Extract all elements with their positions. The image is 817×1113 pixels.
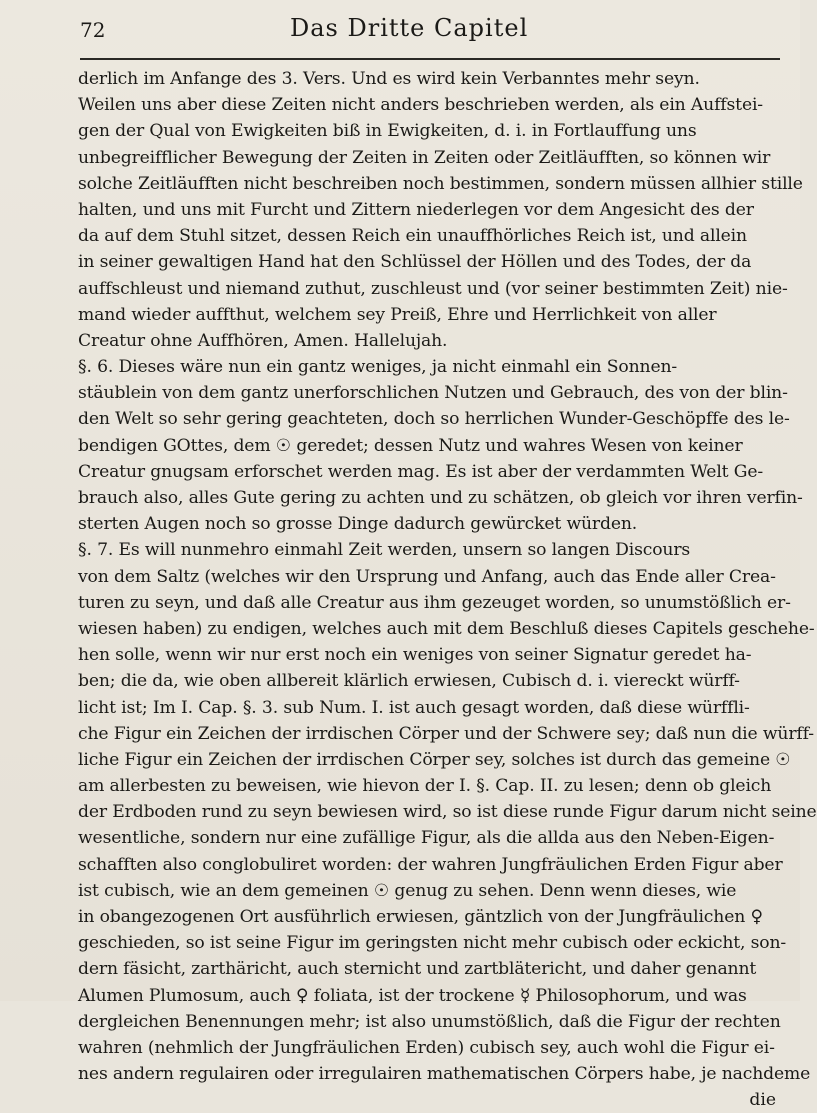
- text-line: ist cubisch, wie an dem gemeinen ☉ genug zu sehen. Denn wenn dieses, wie: [78, 880, 737, 901]
- body-text: [78, 66, 817, 1111]
- text-line: hen solle, wenn wir nur erst noch ein weniges von seiner Signatur geredet ha-: [78, 645, 752, 666]
- text-line: turen zu seyn, und daß alle Creatur aus ihm gezeuget worden, so unumstößlich er-: [78, 592, 791, 613]
- text-line: solche Zeitläufften nicht beschreiben noch bestimmen, sondern müssen allhier stille: [78, 173, 803, 194]
- text-line: Alumen Plumosum, auch ♀ foliata, ist der trockene ☿ Philosophorum, und was: [78, 985, 747, 1006]
- text-line: mand wieder auffthut, welchem sey Preiß, Ehre und Herrlichkeit von aller: [78, 304, 717, 325]
- text-line: bendigen GOttes, dem ☉ geredet; dessen Nutz und wahres Wesen von keiner: [78, 435, 743, 456]
- text-line: in seiner gewaltigen Hand hat den Schlüssel der Höllen und des Todes, der da: [78, 252, 752, 273]
- text-line: wahren (nehmlich der Jungfräulichen Erden) cubisch sey, auch wohl die Figur ei-: [78, 1037, 775, 1058]
- text-line: sterten Augen noch so grosse Dinge dadurch gewürcket würden.: [78, 514, 638, 535]
- text-line: da auf dem Stuhl sitzet, dessen Reich ein unauffhörliches Reich ist, und allein: [78, 226, 747, 247]
- chapter-title: Das Dritte Capitel: [290, 14, 529, 42]
- text-line: che Figur ein Zeichen der irrdischen Cörper und der Schwere sey; daß nun die würff-: [78, 723, 814, 744]
- text-line: am allerbesten zu beweisen, wie hievon der I. §. Cap. II. zu lesen; denn ob gleich: [78, 776, 772, 797]
- text-line: geschieden, so ist seine Figur im geringsten nicht mehr cubisch oder eckicht, son-: [78, 933, 787, 954]
- text-line: §. 7. Es will nunmehro einmahl Zeit werden, unsern so langen Discours: [78, 540, 691, 561]
- text-line: von dem Saltz (welches wir den Ursprung und Anfang, auch das Ende aller Crea-: [78, 566, 776, 587]
- text-line: wesentliche, sondern nur eine zufällige Figur, als die allda aus den Neben-Eigen-: [78, 828, 775, 849]
- text-line: liche Figur ein Zeichen der irrdischen Cörper sey, solches ist durch das gemeine ☉: [78, 749, 791, 770]
- text-line: Weilen uns aber diese Zeiten nicht anders beschrieben werden, als ein Auffstei-: [78, 95, 763, 116]
- text-line: nes andern regulairen oder irregulairen mathematischen Cörpers habe, je nachdeme: [78, 1064, 811, 1085]
- text-line: Creatur ohne Auffhören, Amen. Hallelujah.: [78, 330, 448, 351]
- text-line: den Welt so sehr gering geachteten, doch so herrlichen Wunder-Geschöpffe des le-: [78, 409, 790, 430]
- running-head: [80, 14, 780, 54]
- catchword: die: [749, 1090, 776, 1111]
- text-line: stäublein von dem gantz unerforschlichen Nutzen und Gebrauch, des von der blin-: [78, 383, 788, 404]
- text-line: unbegreifflicher Bewegung der Zeiten in Zeiten oder Zeitläufften, so können wir: [78, 147, 771, 168]
- text-line: halten, und uns mit Furcht und Zittern niederlegen vor dem Angesicht des der: [78, 199, 754, 220]
- text-line: wiesen haben) zu endigen, welches auch mit dem Beschluß dieses Capitels geschehe-: [78, 618, 815, 639]
- page-number: 72: [80, 18, 106, 42]
- text-line: derlich im Anfange des 3. Vers. Und es wird kein Verbanntes mehr seyn.: [78, 69, 700, 89]
- text-line: schafften also conglobuliret worden: der wahren Jungfräulichen Erden Figur aber: [78, 854, 783, 875]
- text-line: Creatur gnugsam erforschet werden mag. Es ist aber der verdammten Welt Ge-: [78, 461, 764, 482]
- text-line: der Erdboden rund zu seyn bewiesen wird, so ist diese runde Figur darum nicht seine: [78, 802, 817, 823]
- text-line: brauch also, alles Gute gering zu achten und zu schätzen, ob gleich vor ihren verfin-: [78, 488, 803, 508]
- text-line: dern fäsicht, zarthäricht, auch sternicht und zartblätericht, und daher genannt: [78, 959, 757, 980]
- text-line: auffschleust und niemand zuthut, zuschleust und (vor seiner bestimmten Zeit) nie-: [78, 278, 788, 299]
- text-line: dergleichen Benennungen mehr; ist also unumstößlich, daß die Figur der rechten: [78, 1011, 781, 1032]
- text-line: §. 6. Dieses wäre nun ein gantz weniges, ja nicht einmahl ein Sonnen-: [78, 357, 678, 378]
- text-line: in obangezogenen Ort ausführlich erwiesen, gäntzlich von der Jungfräulichen ♀: [78, 907, 763, 927]
- text-line: ben; die da, wie oben allbereit klärlich erwiesen, Cubisch d. i. viereckt würff-: [78, 671, 740, 692]
- text-line: gen der Qual von Ewigkeiten biß in Ewigkeiten, d. i. in Fortlauffung uns: [78, 121, 697, 142]
- text-line: licht ist; Im I. Cap. §. 3. sub Num. I. ist auch gesagt worden, daß diese würffli-: [78, 697, 750, 718]
- header-rule: [80, 58, 780, 60]
